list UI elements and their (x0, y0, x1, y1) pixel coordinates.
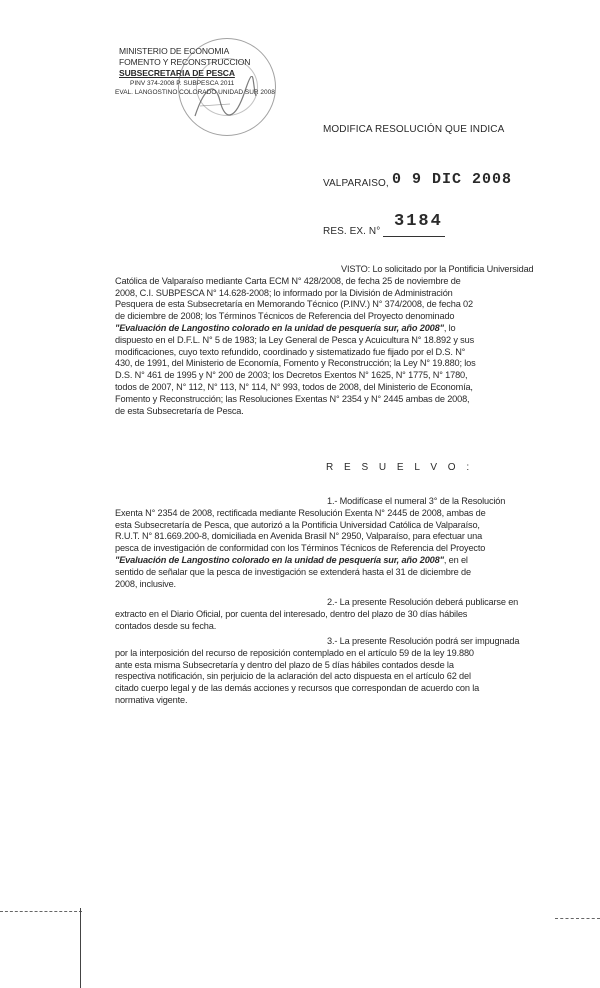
project-name: "Evaluación de Langostino colorado en la unidad de pesquería sur, año 2008" (115, 322, 444, 333)
visto-line: 2008, C.I. SUBPESCA N° 14.628-2008; lo informado por la División de Administración (115, 287, 453, 298)
ministry-name: MINISTERIO DE ECONOMIA (119, 46, 230, 56)
date-stamp: 0 9 DIC 2008 (392, 171, 513, 188)
subsecretaria-name: SUBSECRETARIA DE PESCA (119, 68, 235, 78)
visto-line: Católica de Valparaíso mediante Carta ECM N° 428/2008, de fecha 25 de noviembre de (115, 275, 461, 286)
point-line: Exenta N° 2354 de 2008, rectificada mediante Resolución Exenta N° 2445 de 2008, ambas de (115, 507, 486, 518)
point-line: extracto en el Diario Oficial, por cuenta del interesado, dentro del plazo de 30 días hábiles (115, 608, 468, 619)
point-line-tail: , en el (443, 554, 468, 565)
visto-line: VISTO: Lo solicitado por la Pontificia Universidad (341, 264, 534, 274)
point-line: esta Subsecretaría de Pesca, que autorizó a la Pontificia Universidad Católica de Valparaíso, (115, 519, 480, 530)
ministry-subname: FOMENTO Y RECONSTRUCCION (119, 57, 251, 67)
reference-code: PINV 374-2008 P. SUBPESCA 2011 (130, 80, 235, 87)
signature-scribble (190, 76, 260, 126)
visto-line: todos de 2007, N° 112, N° 113, N° 114, N° 993, todos de 2008, del Ministerio de Economía, (115, 381, 473, 392)
resolution-point-3 (115, 636, 567, 707)
resolution-underline (383, 236, 445, 237)
point-line: sentido de señalar que la pesca de investigación se extenderá hasta el 31 de diciembre de (115, 566, 471, 577)
document-title: MODIFICA RESOLUCIÓN QUE INDICA (323, 124, 505, 135)
visto-line: modificaciones, cuyo texto refundido, coordinado y sistematizado fue fijado por el D.S. N° (115, 346, 466, 357)
visto-line: de esta Subsecretaría de Pesca. (115, 405, 244, 416)
project-name: "Evaluación de Langostino colorado en la unidad de pesquería sur, año 2008" (115, 554, 444, 565)
scan-edge-line (0, 911, 82, 913)
resuelvo-heading: R E S U E L V O : (326, 462, 474, 473)
resolution-point-2 (115, 597, 567, 632)
point-line (115, 555, 567, 567)
point-line: respectiva notificación, sin perjuicio de la aclaración del acto dispuesta en el artículo 62 del (115, 671, 471, 682)
point-line: 2008, inclusive. (115, 578, 176, 589)
point-line: 2.- La presente Resolución deberá publicarse en (327, 597, 519, 607)
visto-line (115, 323, 567, 335)
visto-line: Pesquera de esta Subsecretaría en Memorando Técnico (P.INV.) N° 374/2008, de fecha 02 (115, 299, 473, 310)
point-line: por la interposición del recurso de reposición contemplado en el artículo 59 de la ley 19.880 (115, 647, 474, 658)
evaluation-code: EVAL. LANGOSTINO COLORADO UNIDAD SUR 2008 (115, 89, 275, 96)
visto-line: dispuesto en el D.F.L. N° 5 de 1983; la Ley General de Pesca y Acuicultura N° 18.892 y sus (115, 334, 475, 345)
point-line: R.U.T. N° 81.669.200-8, domiciliada en Avenida Brasil N° 2950, Valparaíso, para efectuar una (115, 531, 483, 542)
resolution-number: 3184 (394, 212, 443, 231)
point-line: normativa vigente. (115, 694, 188, 705)
visto-line: Fomento y Reconstrucción; las Resoluciones Exentas N° 2354 y N° 2445 ambas de 2008, (115, 393, 470, 404)
scan-margin-line (80, 908, 81, 988)
visto-line: de diciembre de 2008; los Términos Técnicos de Referencia del Proyecto denominado (115, 311, 455, 322)
visto-paragraph (115, 264, 567, 417)
place-label: VALPARAISO, (323, 178, 389, 189)
scan-edge-line (555, 918, 600, 920)
point-line: 3.- La presente Resolución podrá ser impugnada (327, 636, 520, 646)
point-line: ante esta misma Subsecretaría y dentro del plazo de 5 días hábiles contados desde la (115, 659, 454, 670)
point-line: pesca de investigación de conformidad con los Términos Técnicos de Referencia del Proyecto (115, 543, 486, 554)
point-line: contados desde su fecha. (115, 620, 217, 631)
visto-line: 430, de 1991, del Ministerio de Economía, Fomento y Reconstrucción; la Ley N° 19.880; los (115, 358, 476, 369)
point-line: citado cuerpo legal y de las demás acciones y recursos que correspondan de acuerdo con la (115, 683, 480, 694)
resolution-point-1 (115, 496, 567, 590)
point-line: 1.- Modifícase el numeral 3° de la Resolución (327, 496, 506, 506)
visto-line: D.S. N° 461 de 1995 y N° 200 de 2003; los Decretos Exentos N° 1625, N° 1775, N° 1780, (115, 370, 468, 381)
resolution-label: RES. EX. N° (323, 226, 381, 237)
visto-line-tail: , lo (443, 322, 456, 333)
